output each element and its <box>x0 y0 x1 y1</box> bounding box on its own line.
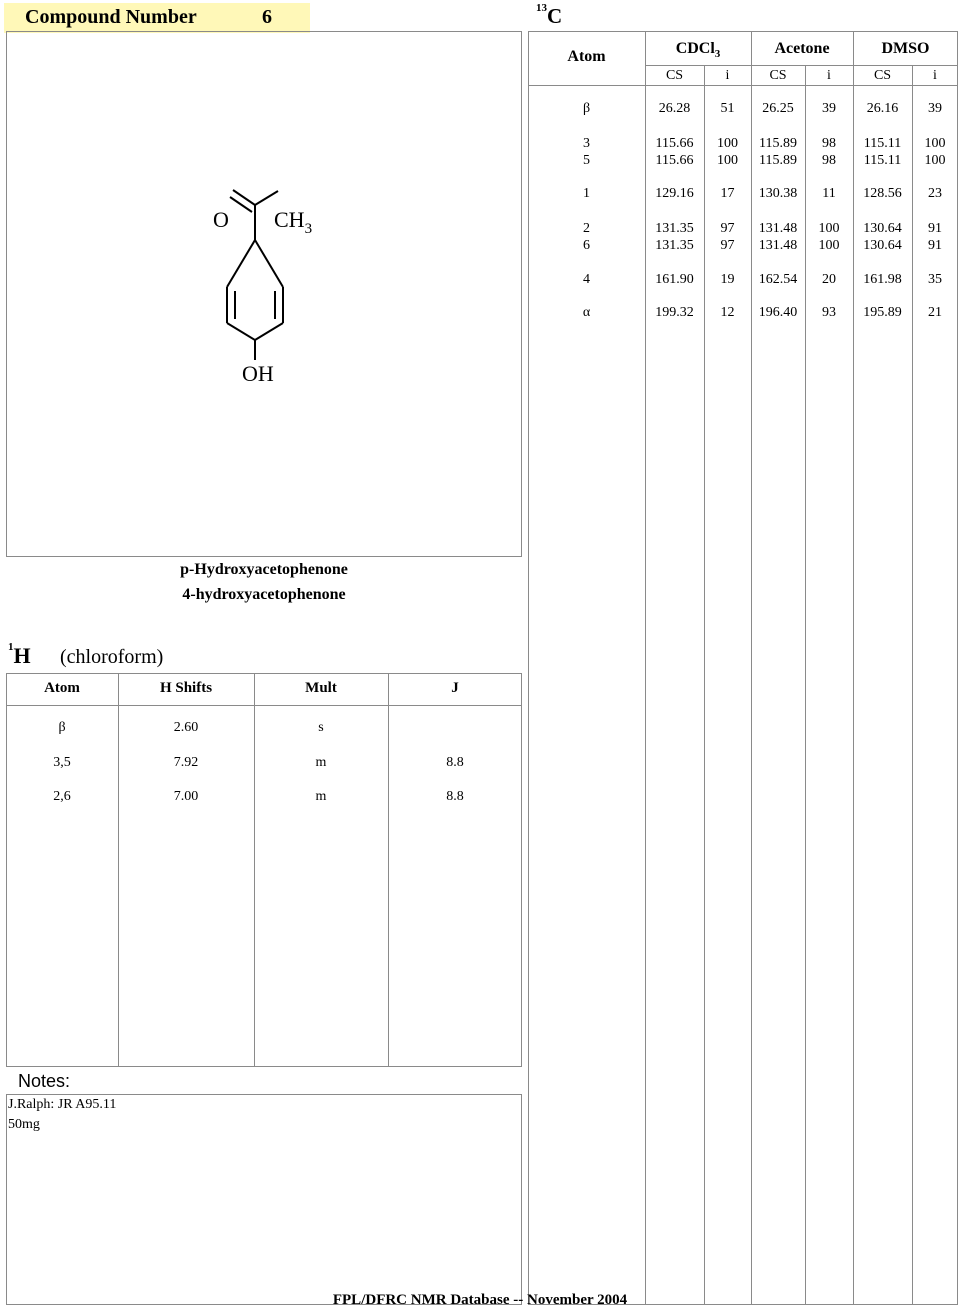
c13-cdcl3-cs: 199.32 <box>655 305 694 320</box>
c13-subheader: CS <box>665 68 684 83</box>
h1-header-atom: Atom <box>44 680 80 696</box>
h1-header-j: J <box>451 680 459 696</box>
c13-acetone-cs: 115.89 <box>759 153 797 168</box>
h1-shift-cell: 7.00 <box>173 789 199 804</box>
c13-solvent-cdcl3: CDCl$_3$ <box>675 40 721 61</box>
c13-dmso-i: 35 <box>928 272 942 287</box>
bond-ring <box>255 323 283 340</box>
c13-acetone-cs: 131.48 <box>758 238 798 253</box>
molecule-structure <box>0 0 540 400</box>
c13-dmso-cs: 26.16 <box>866 101 899 116</box>
c13-dmso-cs: 195.89 <box>863 305 902 320</box>
c13-dmso-i: 100 <box>924 153 946 168</box>
c13-subheader: i <box>933 68 937 83</box>
bond-ring <box>227 240 255 287</box>
c13-acetone-i: 100 <box>818 221 840 236</box>
c13-cdcl3-i: 19 <box>720 272 735 287</box>
c13-cdcl3-cs: 161.90 <box>655 272 694 287</box>
c13-acetone-i: 100 <box>818 238 840 253</box>
c13-acetone-cs: 196.40 <box>758 305 798 320</box>
compound-number-label: Compound Number <box>25 6 197 28</box>
c13-subheader: i <box>827 68 831 83</box>
c13-cdcl3-cs: 115.66 <box>655 153 694 168</box>
c13-cdcl3-i: 97 <box>720 238 735 253</box>
c13-acetone-cs: 115.89 <box>759 136 797 151</box>
c13-cdcl3-cs: 131.35 <box>655 221 694 236</box>
c13-dmso-cs: 130.64 <box>863 238 902 253</box>
c13-cdcl3-i: 12 <box>720 305 735 320</box>
c13-acetone-cs: 26.25 <box>762 101 794 116</box>
c13-header-divider <box>645 65 957 66</box>
c13-atom-cell: 1 <box>583 186 590 201</box>
c13-acetone-i: 39 <box>822 101 836 116</box>
c13-atom-header: Atom <box>567 48 606 65</box>
c13-cdcl3-cs: 131.35 <box>655 238 694 253</box>
c13-dmso-i: 21 <box>928 305 942 320</box>
h1-header-shifts: H Shifts <box>159 680 213 696</box>
h1-atom-cell: 3,5 <box>53 755 71 770</box>
c13-dmso-i: 91 <box>928 238 942 253</box>
c13-dmso-cs: 161.98 <box>863 272 902 287</box>
bond-ch3 <box>255 191 278 205</box>
bond-ring <box>255 240 283 287</box>
footer: FPL/DFRC NMR Database -- November 2004 <box>332 1292 628 1308</box>
c13-solvent-dmso: DMSO <box>881 40 930 57</box>
h1-shift-cell: 7.92 <box>173 755 199 770</box>
c13-dmso-i: 91 <box>928 221 942 236</box>
c13-dmso-i: 23 <box>928 186 942 201</box>
c13-cdcl3-i: 100 <box>717 136 738 151</box>
c13-acetone-i: 98 <box>822 136 836 151</box>
h1-solvent: (chloroform) <box>60 646 164 668</box>
c13-acetone-cs: 130.38 <box>758 186 798 201</box>
methyl-label: $CH_3$ <box>274 207 313 237</box>
c13-cdcl3-i: 100 <box>717 153 738 168</box>
h1-col-divider <box>388 673 389 1067</box>
h1-j-cell: 8.8 <box>446 789 464 804</box>
c13-cdcl3-cs: 129.16 <box>655 186 694 201</box>
c13-acetone-i: 93 <box>822 305 836 320</box>
compound-name-systematic: 4-hydroxyacetophenone <box>182 586 346 603</box>
c13-atom-cell: 4 <box>583 272 590 287</box>
c13-header-bottom <box>528 85 958 86</box>
c13-acetone-i: 11 <box>822 186 836 201</box>
c13-title: $^{13}$C <box>536 2 563 28</box>
compound-number-value: 6 <box>262 6 272 28</box>
h1-mult-cell: m <box>315 755 327 770</box>
c13-subheader: CS <box>873 68 892 83</box>
c13-dmso-cs: 130.64 <box>863 221 902 236</box>
c13-subheader: CS <box>769 68 787 83</box>
c13-cdcl3-i: 97 <box>720 221 735 236</box>
bond-ring <box>227 323 255 340</box>
c13-atom-cell: 3 <box>583 136 590 151</box>
hydroxyl-label: OH <box>242 361 274 386</box>
compound-name-common: p-Hydroxyacetophenone <box>180 561 348 578</box>
c13-dmso-cs: 128.56 <box>863 186 902 201</box>
h1-j-cell: 8.8 <box>446 755 464 770</box>
c13-acetone-cs: 162.54 <box>758 272 798 287</box>
c13-atom-cell: β <box>582 101 591 116</box>
h1-atom-cell: β <box>58 720 66 735</box>
c13-cdcl3-i: 51 <box>720 101 735 116</box>
notes-panel <box>6 1094 522 1305</box>
h1-shift-cell: 2.60 <box>173 720 199 735</box>
c13-cdcl3-i: 17 <box>720 186 735 201</box>
c13-cdcl3-cs: 26.28 <box>658 101 691 116</box>
c13-atom-cell: α <box>582 305 591 320</box>
c13-subheader: i <box>725 68 730 83</box>
c13-cdcl3-cs: 115.66 <box>655 136 694 151</box>
c13-dmso-i: 100 <box>924 136 946 151</box>
bond-co-double <box>230 197 252 212</box>
note-line: 50mg <box>8 1117 40 1132</box>
h1-header-mult: Mult <box>305 680 337 696</box>
c13-acetone-cs: 131.48 <box>758 221 798 236</box>
c13-acetone-i: 98 <box>822 153 836 168</box>
h1-mult-cell: s <box>318 720 324 735</box>
notes-label: Notes: <box>18 1071 71 1091</box>
c13-solvent-acetone: Acetone <box>774 40 830 57</box>
c13-dmso-i: 39 <box>928 101 942 116</box>
c13-atom-cell: 6 <box>583 238 590 253</box>
note-line: J.Ralph: JR A95.11 <box>8 1097 117 1112</box>
h1-header-bottom <box>6 705 522 706</box>
c13-atom-cell: 2 <box>583 221 590 236</box>
bond-co <box>233 190 255 205</box>
h1-mult-cell: m <box>315 789 327 804</box>
h1-atom-cell: 2,6 <box>53 789 71 804</box>
c13-acetone-i: 20 <box>822 272 836 287</box>
h1-title: $^1$H <box>8 641 31 668</box>
c13-dmso-cs: 115.11 <box>863 136 902 151</box>
c13-dmso-cs: 115.11 <box>863 153 902 168</box>
c13-atom-cell: 5 <box>583 153 590 168</box>
oxygen-label: O <box>213 207 229 232</box>
